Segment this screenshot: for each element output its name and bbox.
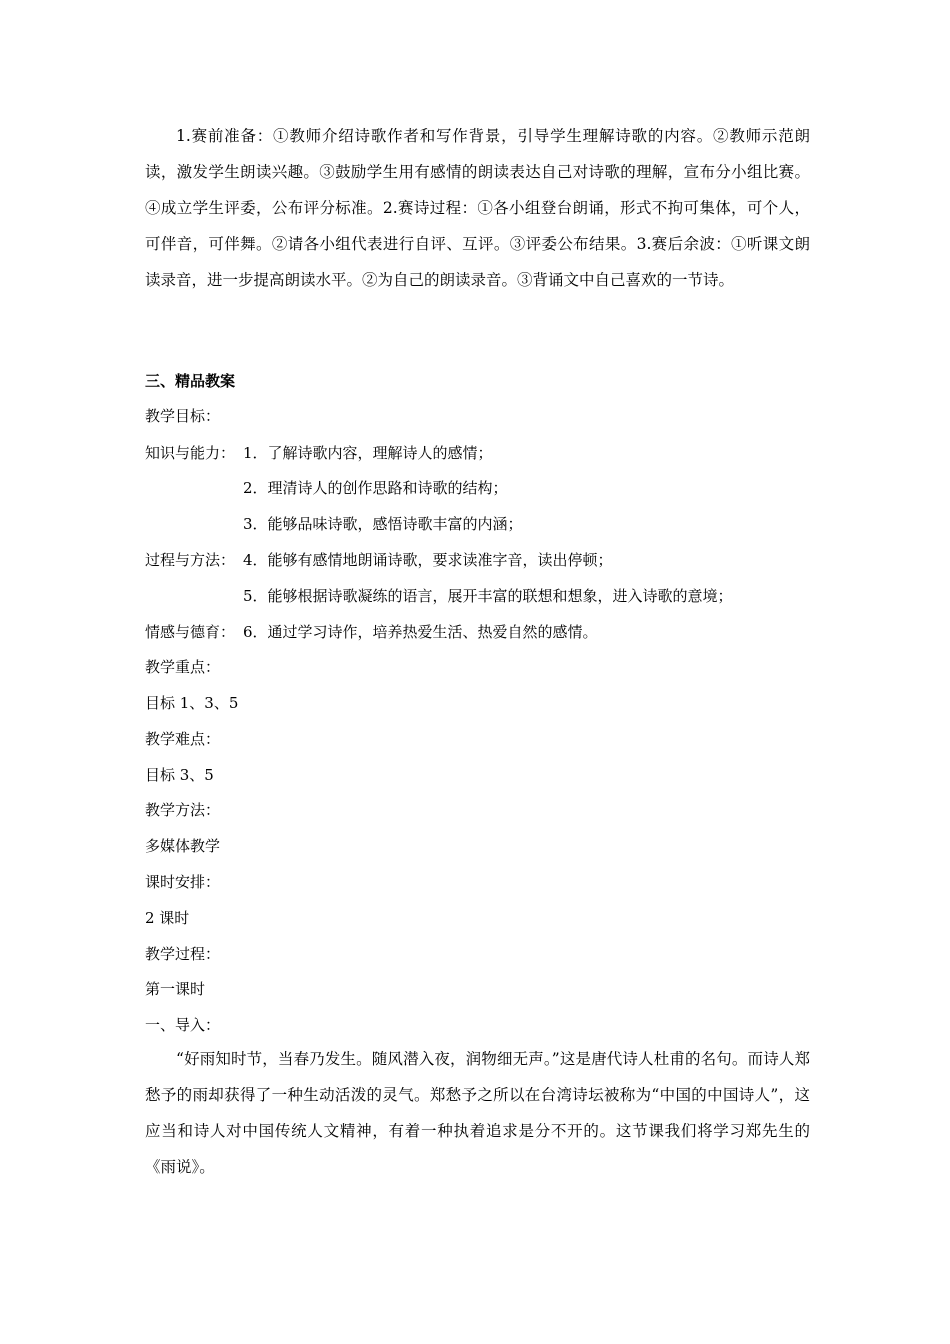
schedule-heading: 课时安排： xyxy=(145,873,221,891)
intro-heading: 一、导入： xyxy=(145,1016,221,1034)
objective-item-4 xyxy=(145,549,613,571)
key-points-heading: 教学重点： xyxy=(145,658,221,676)
section-heading: 三、精品教案 xyxy=(145,372,236,390)
objective-item-1 xyxy=(145,442,493,464)
objectives-heading: 教学目标： xyxy=(145,407,221,425)
lesson-title: 第一课时 xyxy=(145,980,206,998)
intro-paragraph: “好雨知时节，当春乃发生。随风潜入夜，润物细无声。”这是唐代诗人杜甫的名句。而诗人郑愁予的雨却获得了一种生动活泼的灵气。郑愁予之所以在台湾诗坛被称为“中国的中国诗人”，这应当和诗人对中国传统人文精神，有着一种执着追求是分不开的。这节课我们将学习郑先生的《雨说》。 xyxy=(145,1050,810,1176)
schedule-value: 2 课时 xyxy=(145,909,190,927)
competition-paragraph: 1.赛前准备：①教师介绍诗歌作者和写作背景，引导学生理解诗歌的内容。②教师示范朗读，激发学生朗读兴趣。③鼓励学生用有感情的朗读表达自己对诗歌的理解，宣布分小组比赛。④成立学生评委，公布评分标准。2.赛诗过程：①各小组登台朗诵，形式不拘可集体，可个人，可伴音，可伴舞。②请各小组代表进行自评、互评。③评委公布结果。3.赛后余波：①听课文朗读录音，进一步提高朗读水平。②为自己的朗读录音。③背诵文中自己喜欢的一节诗。 xyxy=(145,127,810,289)
objective-item-5 xyxy=(145,585,733,607)
difficulties-heading: 教学难点： xyxy=(145,730,221,748)
objective-item-3 xyxy=(145,513,523,535)
difficulties-value: 目标 3、5 xyxy=(145,766,214,784)
objective-text: 6．通过学习诗作，培养热爱生活、热爱自然的感情。 xyxy=(243,623,598,641)
objective-item-6 xyxy=(145,621,598,643)
objective-text: 1．了解诗歌内容，理解诗人的感情； xyxy=(243,444,493,462)
method-heading: 教学方法： xyxy=(145,801,221,819)
objective-label: 知识与能力： xyxy=(145,444,236,462)
objective-text: 3．能够品味诗歌，感悟诗歌丰富的内涵； xyxy=(243,515,523,533)
process-heading: 教学过程： xyxy=(145,945,221,963)
objective-label: 过程与方法： xyxy=(145,551,236,569)
objective-item-2 xyxy=(145,477,508,499)
objective-label: 情感与德育： xyxy=(145,623,236,641)
objective-text: 4．能够有感情地朗诵诗歌，要求读准字音，读出停顿； xyxy=(243,551,613,569)
objective-text: 2．理清诗人的创作思路和诗歌的结构； xyxy=(243,479,508,497)
method-value: 多媒体教学 xyxy=(145,837,221,855)
key-points-value: 目标 1、3、5 xyxy=(145,694,239,712)
objective-text: 5．能够根据诗歌凝练的语言，展开丰富的联想和想象，进入诗歌的意境； xyxy=(243,587,733,605)
